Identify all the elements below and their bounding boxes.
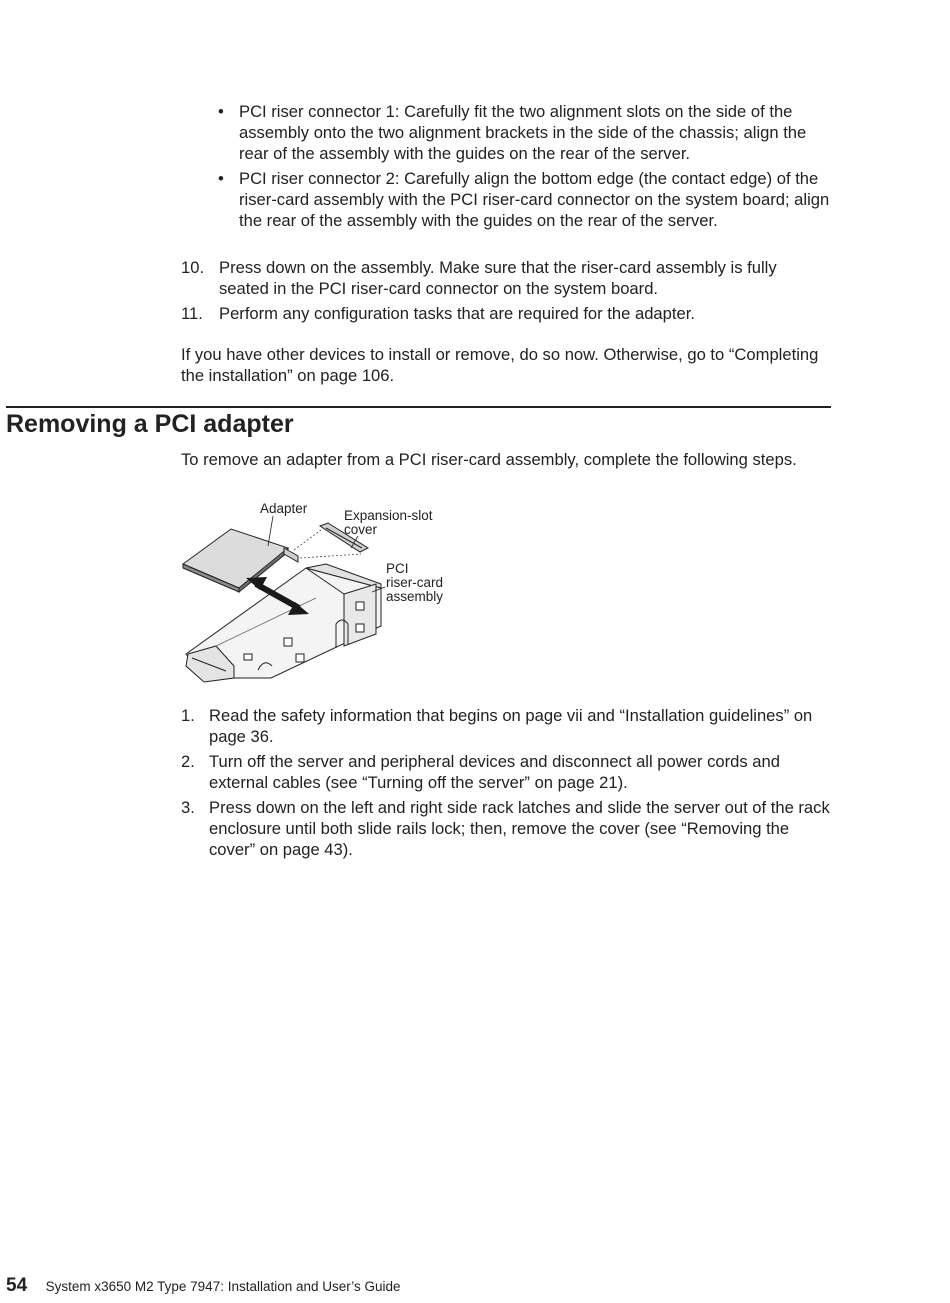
step-item-1 xyxy=(181,705,836,747)
step-number: 1. xyxy=(181,706,195,725)
page-number: 54 xyxy=(6,1275,28,1296)
bullet-text: PCI riser connector 1: Carefully fit the two alignment slots on the side of the assembly onto the two alignment brackets in the side of the chassis; align the rear of the assembly with the guides on the rear of the server. xyxy=(239,102,807,163)
step-text: Press down on the left and right side rack latches and slide the server out of the rack enclosure until both slide rails lock; then, remove the cover (see “Removing the cover” on page 43). xyxy=(209,798,830,859)
bullet-item-riser-connector-1 xyxy=(218,101,830,164)
step-text: Perform any configuration tasks that are required for the adapter. xyxy=(219,304,695,323)
bullet-mark: • xyxy=(218,102,224,121)
callout-adapter: Adapter xyxy=(260,501,308,516)
step-number: 3. xyxy=(181,798,195,817)
bullet-text: PCI riser connector 2: Carefully align the bottom edge (the contact edge) of the riser-card assembly with the PCI riser-card connector on the system board; align the rear of the assembly with the guides on the rear of the server. xyxy=(239,169,830,230)
riser-connector-bullet-list xyxy=(218,101,830,235)
step-number: 10. xyxy=(181,258,205,277)
step-item-3 xyxy=(181,797,836,860)
step-text: Press down on the assembly. Make sure that the riser-card assembly is fully seated in the PCI riser-card connector on the system board. xyxy=(219,258,777,298)
step-text: Read the safety information that begins on page vii and “Installation guidelines” on page 36. xyxy=(209,706,813,746)
document-title: System x3650 M2 Type 7947: Installation and User’s Guide xyxy=(45,1279,401,1294)
pci-adapter-removal-figure xyxy=(176,496,476,696)
step-text: Turn off the server and peripheral devices and disconnect all power cords and external cables (see “Turning off the server” on page 21). xyxy=(209,752,780,792)
bullet-mark: • xyxy=(218,169,224,188)
step-item-10 xyxy=(181,257,831,299)
removal-step-list xyxy=(181,705,836,864)
next-steps-paragraph: If you have other devices to install or remove, do so now. Otherwise, go to “Completing the installation” on page 106. xyxy=(181,345,819,385)
step-number: 2. xyxy=(181,752,195,771)
callout-pci-riser-card-assembly: PCI riser-card assembly xyxy=(386,561,444,604)
step-number: 11. xyxy=(181,304,203,323)
callout-expansion-slot-cover: Expansion-slot cover xyxy=(344,508,433,537)
adapter-card-drawing xyxy=(183,529,298,592)
step-item-2 xyxy=(181,751,836,793)
bullet-item-riser-connector-2 xyxy=(218,168,830,231)
step-item-11 xyxy=(181,303,831,324)
install-step-list xyxy=(181,257,831,328)
section-intro: To remove an adapter from a PCI riser-card assembly, complete the following steps. xyxy=(181,450,797,469)
page-footer xyxy=(6,1275,401,1297)
section-heading: Removing a PCI adapter xyxy=(6,410,294,438)
